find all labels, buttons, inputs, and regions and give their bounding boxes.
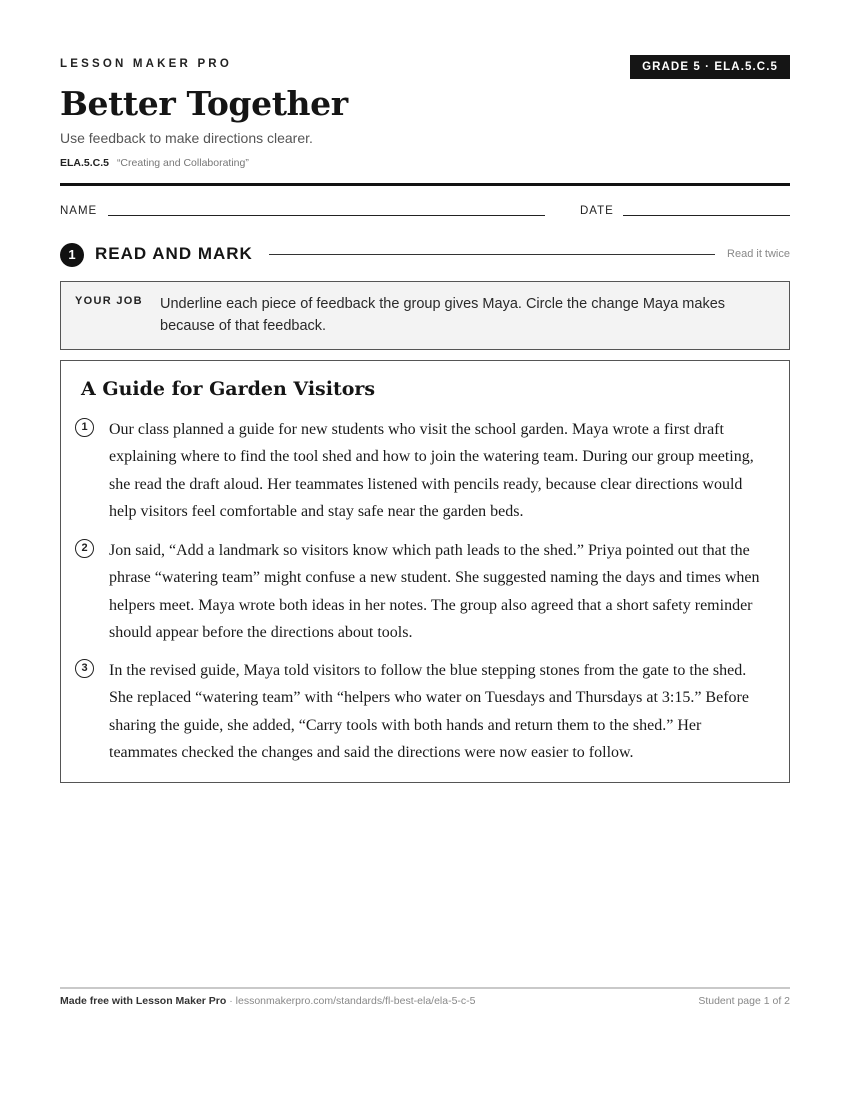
section-title: READ AND MARK xyxy=(95,244,253,263)
brand-name: LESSON MAKER PRO xyxy=(60,58,232,70)
paragraph-text: Jon said, “Add a landmark so visitors know which path leads to the shed.” Priya pointed out that the phrase “watering team” might confuse a new student. She suggested naming the days and times when helpers meet. Maya wrote both ideas in her notes. The group also agreed that a short safety reminder should appear before the directions about tools. xyxy=(109,542,760,641)
standard-line xyxy=(60,157,249,169)
section-divider xyxy=(269,254,715,255)
reading-passage xyxy=(60,360,790,783)
section-note: Read it twice xyxy=(727,248,790,260)
footer-link[interactable]: lessonmakerpro.com/standards/fl-best-ela/ela-5-c-5 xyxy=(235,995,476,1007)
footer-made-with: Made free with Lesson Maker Pro xyxy=(60,995,227,1007)
standard-name: “Creating and Collaborating” xyxy=(116,157,249,169)
paragraph-text: Our class planned a guide for new students who visit the school garden. Maya wrote a first draft explaining where to find the tool shed and how to join the watering team. During our group meeting, she read the draft aloud. Her teammates listened with pencils ready, because clear directions would help visitors feel comfortable and stay safe near the garden beds. xyxy=(109,421,754,520)
paragraph-number: 1 xyxy=(75,418,94,437)
paragraph-number: 2 xyxy=(75,539,94,558)
footer-credit xyxy=(60,995,476,1007)
date-field[interactable] xyxy=(623,215,790,216)
job-instructions-box xyxy=(60,281,790,350)
date-label: DATE xyxy=(580,205,614,217)
page-subtitle: Use feedback to make directions clearer. xyxy=(60,130,313,146)
header-divider xyxy=(60,183,790,186)
passage-title: A Guide for Garden Visitors xyxy=(81,378,376,400)
section-number-badge: 1 xyxy=(60,243,84,267)
grade-badge: GRADE 5 · ELA.5.C.5 xyxy=(630,55,790,79)
standard-code: ELA.5.C.5 xyxy=(60,157,110,169)
name-field[interactable] xyxy=(108,215,545,216)
job-text: Underline each piece of feedback the group gives Maya. Circle the change Maya makes because of that feedback. xyxy=(160,296,726,334)
footer-page-number: Student page 1 of 2 xyxy=(698,995,790,1007)
paragraph-text: In the revised guide, Maya told visitors to follow the blue stepping stones from the gate to the shed. She replaced “watering team” with “helpers who water on Tuesdays and Thursdays at 3:15.” Before sharing the guide, she added, “Carry tools with both hands and return them to the shed.” Her teammates checked the changes and said the directions were now easier to follow. xyxy=(109,662,749,761)
footer-separator: · xyxy=(229,995,233,1007)
paragraph-number: 3 xyxy=(75,659,94,678)
page-title: Better Together xyxy=(60,84,348,123)
name-label: NAME xyxy=(60,205,98,217)
job-label: YOUR JOB xyxy=(75,295,143,307)
footer-divider xyxy=(60,987,790,989)
section-header xyxy=(60,242,790,268)
worksheet-page xyxy=(60,0,790,1100)
